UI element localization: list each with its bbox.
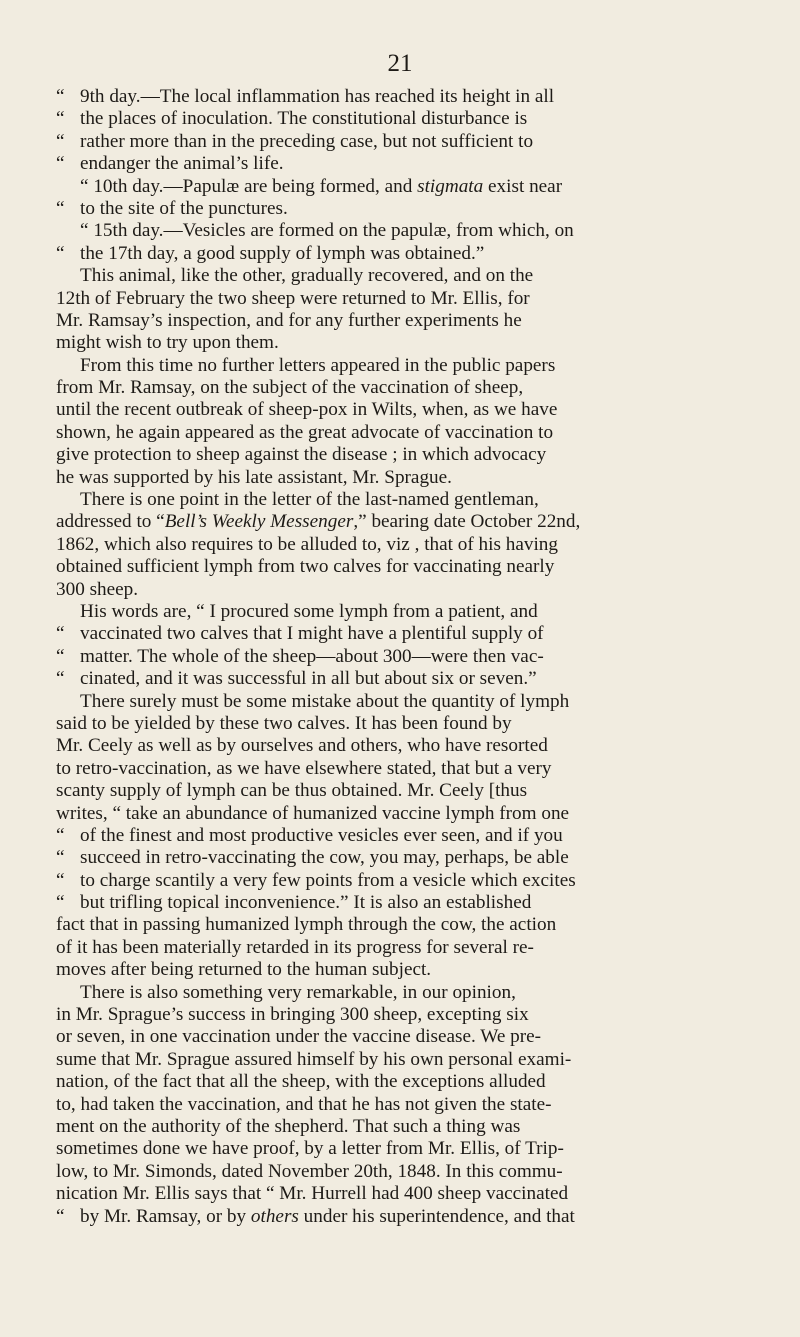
- line-text: addressed to “: [56, 511, 165, 533]
- quote-mark: “: [56, 892, 65, 914]
- line-text: matter. The whole of the sheep—about 300—were then vac-: [80, 645, 544, 667]
- line-text: Mr. Ramsay’s inspection, and for any further experiments he: [56, 309, 522, 331]
- italic-text: Bell’s Weekly Messenger: [164, 511, 354, 533]
- line-text: of it has been materially retarded in its progress for several re-: [56, 936, 534, 958]
- text-line: [56, 108, 768, 130]
- line-text: “ 10th day.—Papulæ are being formed, and: [80, 175, 418, 197]
- line-text: to, had taken the vaccination, and that he has not given the state-: [56, 1093, 552, 1115]
- line-text: sometimes done we have proof, by a letter from Mr. Ellis, of Trip-: [56, 1138, 564, 1160]
- text-line: [56, 1004, 768, 1026]
- text-line: [56, 511, 768, 533]
- text-line: [56, 1094, 768, 1116]
- line-text: 12th of February the two sheep were returned to Mr. Ellis, for: [56, 287, 530, 309]
- line-text: sume that Mr. Sprague assured himself by his own personal exami-: [56, 1048, 572, 1070]
- text-line: [56, 646, 768, 668]
- line-text: moves after being returned to the human subject.: [56, 959, 432, 981]
- line-text: succeed in retro-vaccinating the cow, you may, perhaps, be able: [80, 847, 569, 869]
- text-line: [56, 153, 768, 175]
- text-line: [56, 937, 768, 959]
- text-line: [56, 735, 768, 757]
- text-line: [56, 534, 768, 556]
- line-text: from Mr. Ramsay, on the subject of the vaccination of sheep,: [56, 377, 524, 399]
- line-text: shown, he again appeared as the great advocate of vaccination to: [56, 421, 554, 443]
- line-text: There is one point in the letter of the last-named gentleman,: [80, 489, 539, 511]
- line-text: nation, of the fact that all the sheep, with the exceptions alluded: [56, 1071, 546, 1093]
- line-text: obtained sufficient lymph from two calves for vaccinating nearly: [56, 556, 555, 578]
- line-text: under his superintendence, and that: [298, 1205, 575, 1227]
- text-line: [56, 780, 768, 802]
- line-text: to retro-vaccination, as we have elsewhere stated, that but a very: [56, 757, 552, 779]
- text-line: [56, 870, 768, 892]
- text-line: [56, 579, 768, 601]
- text-line: [56, 444, 768, 466]
- quote-mark: “: [56, 623, 65, 645]
- text-line: [56, 198, 768, 220]
- quote-mark: “: [56, 197, 65, 219]
- line-text: nication Mr. Ellis says that “ Mr. Hurrell had 400 sheep vaccinated: [56, 1183, 569, 1205]
- line-text: fact that in passing humanized lymph through the cow, the action: [56, 914, 557, 936]
- page-number: 21: [387, 50, 413, 77]
- text-line: [56, 422, 768, 444]
- text-line: [56, 758, 768, 780]
- text-line: [56, 1138, 768, 1160]
- text-line: [56, 176, 768, 198]
- line-text: scanty supply of lymph can be thus obtained. Mr. Ceely [thus: [56, 780, 528, 802]
- line-text: There surely must be some mistake about the quantity of lymph: [80, 690, 570, 712]
- text-line: [56, 86, 768, 108]
- line-text: of the finest and most productive vesicles ever seen, and if you: [80, 824, 563, 846]
- line-text: or seven, in one vaccination under the vaccine disease. We pre-: [56, 1026, 542, 1048]
- text-line: [56, 601, 768, 623]
- line-text: “ 15th day.—Vesicles are formed on the papulæ, from which, on: [80, 220, 574, 242]
- line-text: might wish to try upon them.: [56, 332, 279, 354]
- text-line: [56, 467, 768, 489]
- text-line: [56, 1116, 768, 1138]
- line-text: vaccinated two calves that I might have a plentiful supply of: [80, 623, 544, 645]
- text-line: [56, 265, 768, 287]
- line-text: 300 sheep.: [56, 578, 139, 600]
- line-text: ,” bearing date October 22nd,: [353, 511, 581, 533]
- text-line: [56, 892, 768, 914]
- line-text: the places of inoculation. The constitutional disturbance is: [80, 108, 528, 130]
- text-line: [56, 959, 768, 981]
- line-text: by Mr. Ramsay, or by: [80, 1205, 251, 1227]
- quote-mark: “: [56, 869, 65, 891]
- line-text: Mr. Ceely as well as by ourselves and others, who have resorted: [56, 735, 548, 757]
- line-text: to the site of the punctures.: [80, 197, 288, 219]
- line-text: endanger the animal’s life.: [80, 153, 284, 175]
- text-line: [56, 1161, 768, 1183]
- text-line: [56, 310, 768, 332]
- text-line: [56, 243, 768, 265]
- text-line: [56, 914, 768, 936]
- text-line: [56, 1071, 768, 1093]
- line-text: 9th day.—The local inflammation has reached its height in all: [80, 86, 555, 107]
- italic-text: stigmata: [417, 175, 484, 197]
- text-line: [56, 220, 768, 242]
- line-text: to charge scantily a very few points from a vesicle which excites: [80, 869, 576, 891]
- text-line: [56, 355, 768, 377]
- quote-mark: “: [56, 824, 65, 846]
- line-text: writes, “ take an abundance of humanized vaccine lymph from one: [56, 802, 570, 824]
- italic-text: others: [250, 1205, 299, 1227]
- text-line: [56, 556, 768, 578]
- line-text: give protection to sheep against the disease ; in which advocacy: [56, 444, 547, 466]
- text-line: [56, 1183, 768, 1205]
- line-text: until the recent outbreak of sheep-pox in Wilts, when, as we have: [56, 399, 558, 421]
- line-text: but trifling topical inconvenience.” It is also an established: [80, 892, 532, 914]
- quote-mark: “: [56, 108, 65, 130]
- body-text: [56, 86, 768, 1228]
- text-line: [56, 377, 768, 399]
- text-line: [56, 825, 768, 847]
- line-text: the 17th day, a good supply of lymph was obtained.”: [80, 242, 485, 264]
- text-line: [56, 623, 768, 645]
- line-text: His words are, “ I procured some lymph from a patient, and: [80, 600, 538, 622]
- quote-mark: “: [56, 153, 65, 175]
- quote-mark: “: [56, 847, 65, 869]
- line-text: rather more than in the preceding case, but not sufficient to: [80, 130, 534, 152]
- quote-mark: “: [56, 1205, 65, 1227]
- text-line: [56, 399, 768, 421]
- text-line: [56, 1049, 768, 1071]
- text-line: [56, 288, 768, 310]
- line-text: cinated, and it was successful in all but about six or seven.”: [80, 668, 537, 690]
- text-line: [56, 803, 768, 825]
- text-line: [56, 691, 768, 713]
- line-text: exist near: [483, 175, 563, 197]
- quote-mark: “: [56, 668, 65, 690]
- text-line: [56, 489, 768, 511]
- line-text: ment on the authority of the shepherd. That such a thing was: [56, 1115, 521, 1137]
- text-line: [56, 332, 768, 354]
- line-text: in Mr. Sprague’s success in bringing 300 sheep, excepting six: [56, 1004, 529, 1026]
- text-line: [56, 131, 768, 153]
- text-line: [56, 847, 768, 869]
- line-text: 1862, which also requires to be alluded to, viz , that of his having: [56, 533, 558, 555]
- quote-mark: “: [56, 86, 65, 107]
- text-line: [56, 1026, 768, 1048]
- quote-mark: “: [56, 242, 65, 264]
- text-line: [56, 1206, 768, 1228]
- quote-mark: “: [56, 645, 65, 667]
- quote-mark: “: [56, 130, 65, 152]
- line-text: low, to Mr. Simonds, dated November 20th, 1848. In this commu-: [56, 1160, 563, 1182]
- line-text: There is also something very remarkable, in our opinion,: [80, 981, 516, 1003]
- line-text: From this time no further letters appeared in the public papers: [80, 354, 556, 376]
- text-line: [56, 668, 768, 690]
- line-text: This animal, like the other, gradually recovered, and on the: [80, 265, 534, 287]
- line-text: he was supported by his late assistant, Mr. Sprague.: [56, 466, 452, 488]
- line-text: said to be yielded by these two calves. It has been found by: [56, 712, 512, 734]
- text-line: [56, 713, 768, 735]
- text-line: [56, 982, 768, 1004]
